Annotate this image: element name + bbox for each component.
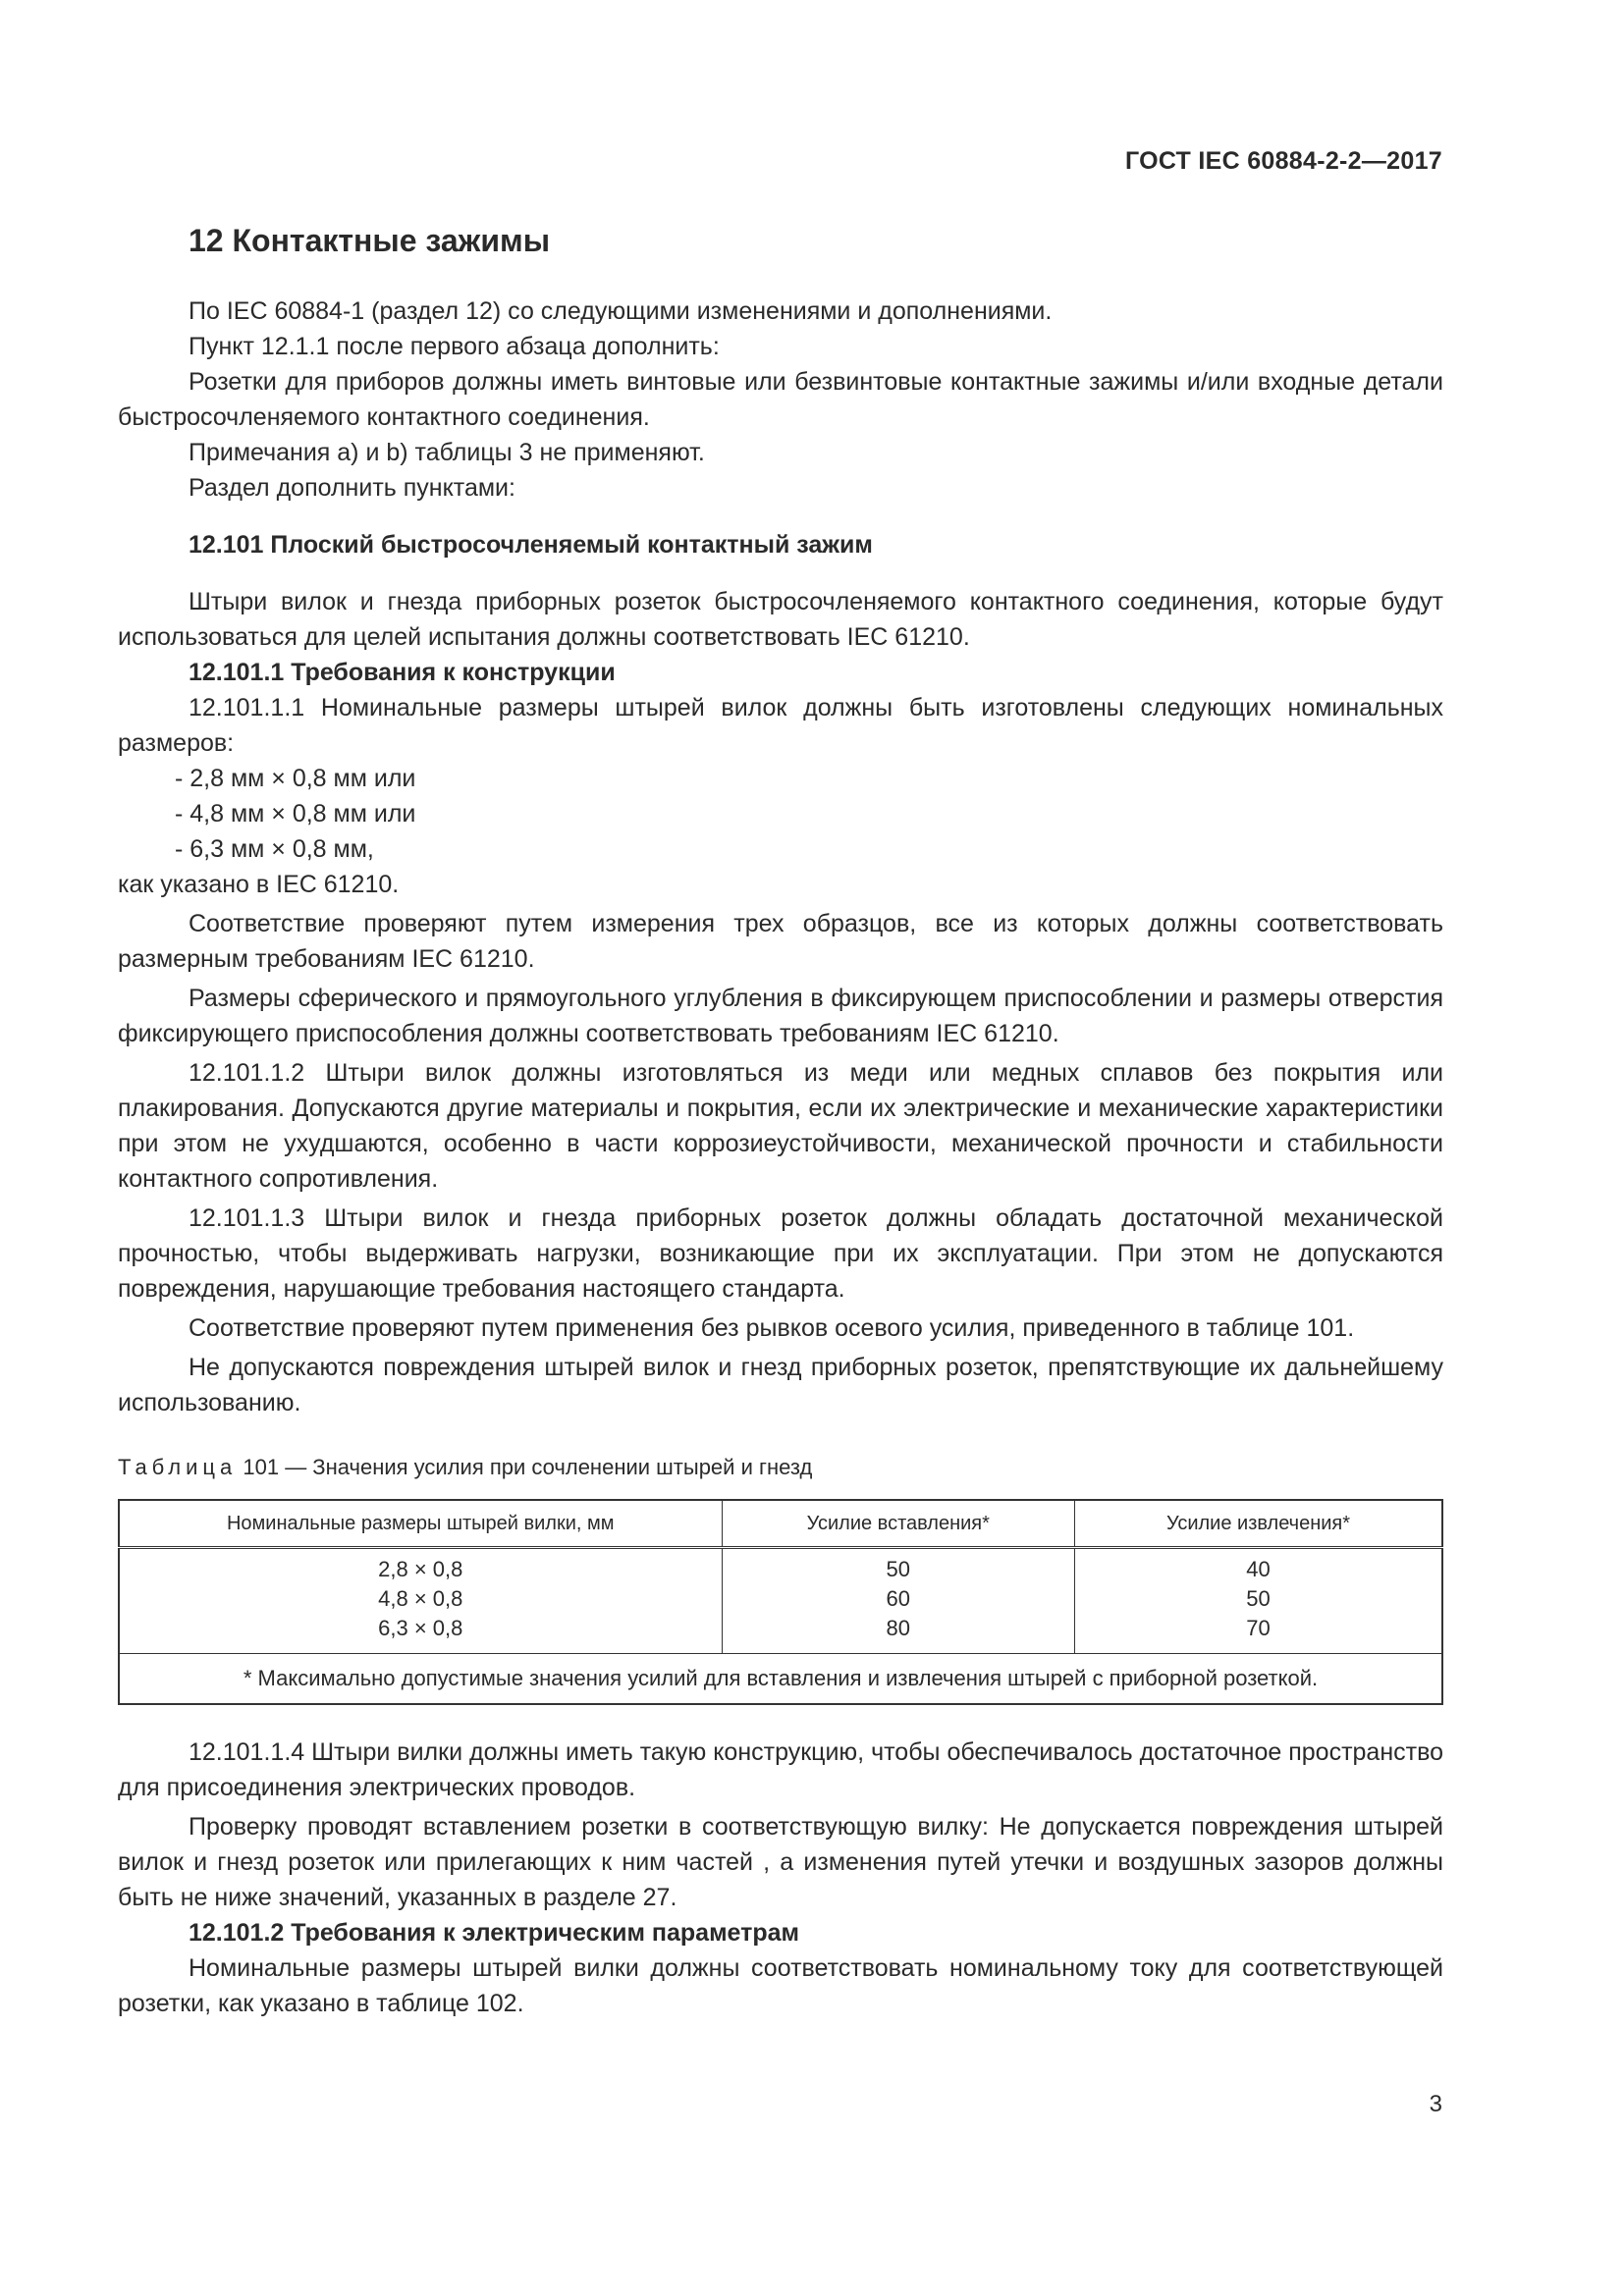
insertion-force-cell — [722, 1548, 1075, 1654]
list-item: - 2,8 мм × 0,8 мм или — [175, 765, 416, 792]
paragraph: 12.101.1.4 Штыри вилки должны иметь такую конструкцию, чтобы обеспечивалось достаточное пространство для присоединения электрических проводов. — [118, 1738, 1443, 1801]
paragraph: Раздел дополнить пунктами: — [189, 474, 515, 502]
force-table — [118, 1499, 1443, 1705]
table-footnote-row — [119, 1654, 1442, 1705]
table-caption — [118, 1450, 1443, 1485]
table-cell: 40 — [1246, 1557, 1271, 1581]
paragraph: 12.101.1.3 Штыри вилок и гнезда приборных розеток должны обладать достаточной механической прочностью, чтобы выдерживать нагрузки, возникающие при их эксплуатации. При этом не допускаются повреждения, нарушающие требования настоящего стандарта. — [118, 1204, 1443, 1303]
paragraph: Не допускаются повреждения штырей вилок и гнезд приборных розеток, препятствующие их дальнейшему использованию. — [118, 1354, 1443, 1416]
table-footnote: * Максимально допустимые значения усилий для вставления и извлечения штырей с приборной розеткой. — [119, 1654, 1442, 1705]
paragraph: Размеры сферического и прямоугольного углубления в фиксирующем приспособлении и размеры отверстия фиксирующего приспособления должны соответствовать требованиям IEC 61210. — [118, 985, 1443, 1047]
paragraph: Проверку проводят вставлением розетки в соответствующую вилку: Не допускается повреждения штырей вилок и гнезд розеток или прилегающих к ним частей , а изменения путей утечки и воздушных зазоров должны быть не ниже значений, указанных в разделе 27. — [118, 1813, 1443, 1911]
column-header: Номинальные размеры штырей вилки, мм — [119, 1500, 722, 1548]
table-cell: 4,8 × 0,8 — [378, 1586, 463, 1611]
paragraph: 12.101.1.1 Номинальные размеры штырей вилок должны быть изготовлены следующих номинальных размеров: — [118, 694, 1443, 757]
paragraph: 12.101.1.2 Штыри вилок должны изготовляться из меди или медных сплавов без покрытия или плакирования. Допускаются другие материалы и покрытия, если их электрические и механические характеристики при этом не ухудшаются, особенно в части коррозиеустойчивости, механической прочности и стабильности контактного сопротивления. — [118, 1059, 1443, 1193]
table-cell: 70 — [1246, 1616, 1271, 1640]
paragraph: Номинальные размеры штырей вилки должны соответствовать номинальному току для соответствующей розетки, как указано в таблице 102. — [118, 1954, 1443, 2017]
table-caption-text: 101 — Значения усилия при сочленении штырей и гнезд — [237, 1455, 813, 1479]
paragraph: Пункт 12.1.1 после первого абзаца дополнить: — [189, 333, 720, 360]
table-header-row — [119, 1500, 1442, 1548]
list-item: - 4,8 мм × 0,8 мм или — [175, 800, 416, 828]
table-cell: 60 — [886, 1586, 910, 1611]
table-caption-word: Таблица — [118, 1455, 238, 1479]
paragraph: Штыри вилок и гнезда приборных розеток быстросочленяемого контактного соединения, которые будут использоваться для целей испытания должны соответствовать IEC 61210. — [118, 588, 1443, 651]
table-cell: 2,8 × 0,8 — [378, 1557, 463, 1581]
document-header: ГОСТ IEC 60884-2-2—2017 — [1124, 147, 1442, 175]
column-header: Усилие извлечения* — [1075, 1500, 1442, 1548]
subsection-title: 12.101.1 Требования к конструкции — [189, 659, 616, 686]
table-data-row — [119, 1548, 1442, 1654]
paragraph: Соответствие проверяют путем применения без рывков осевого усилия, приведенного в таблице 101. — [189, 1314, 1355, 1342]
page-number: 3 — [1429, 2091, 1442, 2117]
table-cell: 6,3 × 0,8 — [378, 1616, 463, 1640]
page-content — [118, 221, 1443, 2021]
table-cell: 50 — [886, 1557, 910, 1581]
withdrawal-force-cell — [1075, 1548, 1442, 1654]
column-header: Усилие вставления* — [722, 1500, 1075, 1548]
paragraph: как указано в IEC 61210. — [118, 871, 400, 898]
size-cell — [119, 1548, 722, 1654]
subsection-title: 12.101 Плоский быстросочленяемый контактный зажим — [189, 531, 873, 559]
paragraph: Соответствие проверяют путем измерения трех образцов, все из которых должны соответствовать размерным требованиям IEC 61210. — [118, 910, 1443, 973]
paragraph: Примечания a) и b) таблицы 3 не применяют. — [189, 439, 705, 466]
section-title: 12 Контактные зажимы — [189, 223, 551, 258]
table-cell: 50 — [1246, 1586, 1271, 1611]
paragraph: По IEC 60884-1 (раздел 12) со следующими изменениями и дополнениями. — [189, 297, 1053, 325]
subsection-title: 12.101.2 Требования к электрическим параметрам — [189, 1919, 800, 1947]
list-item: - 6,3 мм × 0,8 мм, — [175, 835, 374, 863]
table-cell: 80 — [886, 1616, 910, 1640]
paragraph: Розетки для приборов должны иметь винтовые или безвинтовые контактные зажимы и/или входные детали быстросочленяемого контактного соединения. — [118, 368, 1443, 431]
